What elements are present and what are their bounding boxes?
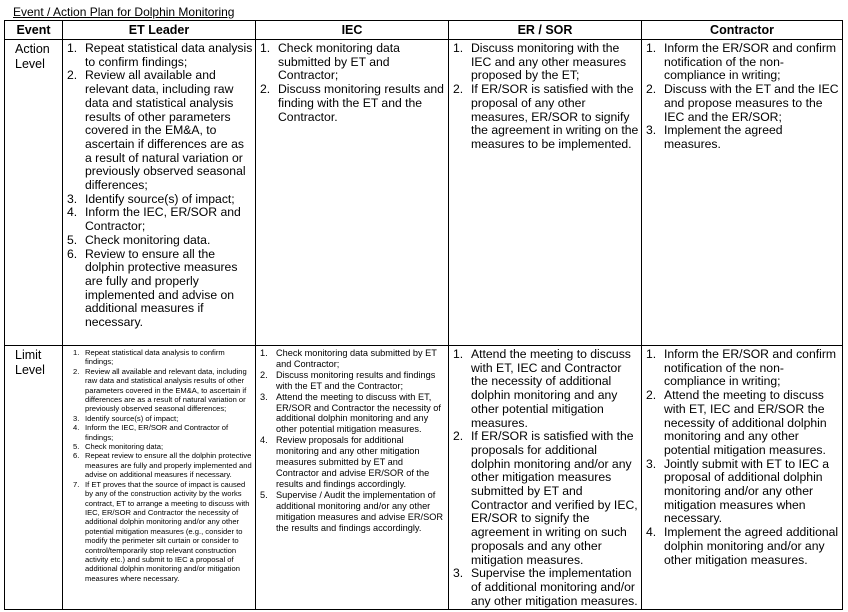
et-leader-cell: [63, 40, 256, 346]
item-number: 3.: [646, 456, 657, 471]
list-item: [260, 490, 446, 534]
item-text: Check monitoring data;: [85, 442, 164, 452]
header-iec: IEC: [256, 21, 449, 40]
limit-level-row: [5, 346, 843, 610]
item-number: 3.: [260, 391, 268, 402]
item-text: Attend the meeting to discuss with ET, ER/SOR and Contractor the necessity of additional dolphin monitoring and any other potential mitigation measures.: [276, 391, 441, 435]
item-number: 2.: [646, 82, 657, 97]
item-number: 6.: [67, 246, 78, 261]
list-item: [67, 42, 253, 69]
list-item: [260, 348, 446, 370]
event-cell: Limit Level: [5, 346, 63, 610]
list-item: [67, 193, 253, 207]
header-contractor: Contractor: [642, 21, 843, 40]
contractor-cell: [642, 40, 843, 346]
contractor-cell: [642, 346, 843, 610]
action-level-row: [5, 40, 843, 346]
item-number: 1.: [646, 41, 657, 55]
item-text: If ET proves that the source of impact is caused by any of the construction activity by the works contract, ET to arrange a meeting to discuss with IEC, ER/SOR and Contractor the necessity of additional dolphin monitoring and/or any other potential mitigation measures (e.g., consider to modify the perimeter silt curtain or consider to control/temporarily stop relevant construction activity etc.) and submit to IEC a proposal of additional dolphin monitoring and/or mitigation measures where necessary.: [85, 479, 250, 583]
list-item: [453, 42, 639, 83]
item-number: 1.: [67, 41, 78, 55]
item-number: 4.: [73, 423, 80, 433]
item-number: 2.: [73, 366, 80, 376]
list-item: [646, 83, 840, 124]
item-text: If ER/SOR is satisfied with the proposal of any other measures, ER/SOR to signify the agreement in writing on the measures to be implemented.: [471, 82, 639, 151]
item-text: If ER/SOR is satisfied with the proposals for additional dolphin monitoring and/or any other mitigation measures submitted by ET and Contractor and verified by IEC, ER/SOR to signify the agreement in writing on such proposals and any other mitigation measures.: [471, 429, 638, 567]
item-number: 2.: [260, 369, 268, 380]
item-number: 2.: [453, 82, 464, 97]
item-number: 1.: [260, 41, 271, 55]
item-number: 2.: [260, 82, 271, 97]
list-item: [73, 442, 253, 451]
item-text: Check monitoring data.: [85, 232, 211, 247]
list-item: [646, 42, 840, 83]
item-text: Repeat statistical data analysis to confirm findings;: [85, 348, 225, 367]
list-item: [67, 206, 253, 233]
item-text: Review all available and relevant data, including raw data and statistical analysis results of other parameters covered in the EM&A, to ascertain if differences are as a result of natural variation or previously observed seasonal differences;: [85, 68, 246, 193]
item-text: Attend the meeting to discuss with ET, IEC and Contractor the necessity of additional dolphin monitoring and any other potential mitigation measures.: [471, 347, 631, 430]
list-item: [453, 83, 639, 152]
list-item: [73, 480, 253, 583]
item-text: Repeat statistical data analysis to confirm findings;: [85, 41, 253, 69]
item-text: Inform the ER/SOR and confirm notification of the non-compliance in writing;: [664, 41, 837, 83]
list-item: [73, 451, 253, 479]
list-item: [260, 42, 446, 83]
item-number: 5.: [260, 489, 268, 500]
item-number: 1.: [453, 41, 464, 55]
item-text: Review proposals for additional monitoring and any other mitigation measures submitted by ET and Contractor and advise ER/SOR of the results and findings accordingly.: [276, 435, 430, 489]
list-item: [646, 124, 840, 151]
list-item: [646, 458, 840, 527]
item-text: Discuss monitoring results and findings with the ET and the Contractor;: [276, 369, 436, 391]
item-number: 4.: [646, 525, 657, 540]
item-text: Repeat review to ensure all the dolphin protective measures are fully and properly implemented and advise on additional measures if necessary.: [85, 451, 252, 480]
header-er-sor: ER / SOR: [449, 21, 642, 40]
item-number: 3.: [646, 123, 657, 138]
item-number: 5.: [73, 442, 80, 452]
item-number: 1.: [260, 348, 268, 358]
list-item: [646, 348, 840, 389]
list-item: [646, 389, 840, 458]
header-event: Event: [5, 21, 63, 40]
item-number: 5.: [67, 232, 78, 247]
event-action-table: [4, 20, 843, 610]
list-item: [260, 392, 446, 436]
item-text: Identify source(s) of impact;: [85, 191, 235, 206]
item-number: 3.: [67, 191, 78, 206]
item-number: 1.: [646, 347, 657, 361]
event-cell: Action Level: [5, 40, 63, 346]
item-text: Supervise the implementation of additional monitoring and/or any other mitigation measures.: [471, 566, 638, 608]
item-text: Jointly submit with ET to IEC a proposal of additional dolphin monitoring and/or any other mitigation measures when necessary.: [664, 456, 830, 526]
item-text: Review to ensure all the dolphin protective measures are fully and properly implemented and advise on additional measures if necessary.: [85, 246, 238, 330]
item-number: 3.: [453, 566, 464, 581]
list-item: [453, 430, 639, 567]
list-item: [73, 414, 253, 423]
iec-cell: [256, 346, 449, 610]
item-text: Implement the agreed measures.: [664, 123, 783, 151]
item-number: 2.: [453, 429, 464, 444]
item-number: 4.: [260, 435, 268, 446]
list-item: [453, 567, 639, 608]
item-text: Implement the agreed additional dolphin monitoring and/or any other mitigation measures.: [664, 525, 839, 567]
item-number: 4.: [67, 205, 78, 220]
item-text: Discuss monitoring results and finding with the ET and the Contractor.: [278, 82, 444, 124]
item-number: 2.: [67, 68, 78, 83]
iec-cell: [256, 40, 449, 346]
header-et-leader: ET Leader: [63, 21, 256, 40]
item-text: Inform the IEC, ER/SOR and Contractor of findings;: [85, 423, 229, 442]
list-item: [73, 348, 253, 367]
item-text: Review all available and relevant data, including raw data and statistical analysis results of other parameters covered in the EM&A, to ascertain if differences are as a result of natural variation or previously observed seasonal differences;: [85, 366, 247, 414]
item-text: Check monitoring data submitted by ET and Contractor;: [276, 348, 437, 369]
list-item: [73, 423, 253, 442]
item-text: Attend the meeting to discuss with ET, IEC and ER/SOR the necessity of additional dolphin monitoring and any other potential mitigation measures.: [664, 388, 827, 457]
list-item: [260, 435, 446, 490]
list-item: [260, 83, 446, 124]
er-sor-cell: [449, 40, 642, 346]
er-sor-cell: [449, 346, 642, 610]
item-number: 1.: [453, 347, 464, 361]
item-number: 2.: [646, 388, 657, 403]
list-item: [260, 370, 446, 392]
table-caption: Event / Action Plan for Dolphin Monitoring: [13, 5, 235, 19]
item-text: Check monitoring data submitted by ET and Contractor;: [278, 41, 400, 83]
item-text: Discuss with the ET and the IEC and propose measures to the IEC and the ER/SOR;: [664, 82, 839, 124]
item-text: Supervise / Audit the implementation of additional monitoring and/or any other mitigation measures and advise ER/SOR the results and findings accordingly.: [276, 489, 443, 533]
header-row: [5, 21, 843, 40]
item-number: 6.: [73, 451, 80, 461]
item-text: Inform the ER/SOR and confirm notification of the non-compliance in writing;: [664, 347, 837, 389]
item-text: Identify source(s) of impact;: [85, 413, 179, 423]
et-leader-cell: [63, 346, 256, 610]
list-item: [67, 248, 253, 330]
item-number: 1.: [73, 348, 80, 357]
item-text: Discuss monitoring with the IEC and any other measures proposed by the ET;: [471, 41, 627, 83]
list-item: [453, 348, 639, 430]
item-number: 3.: [73, 413, 80, 423]
item-number: 7.: [73, 479, 80, 489]
list-item: [67, 69, 253, 192]
list-item: [67, 234, 253, 248]
list-item: [73, 367, 253, 414]
item-text: Inform the IEC, ER/SOR and Contractor;: [85, 205, 241, 234]
list-item: [646, 526, 840, 567]
